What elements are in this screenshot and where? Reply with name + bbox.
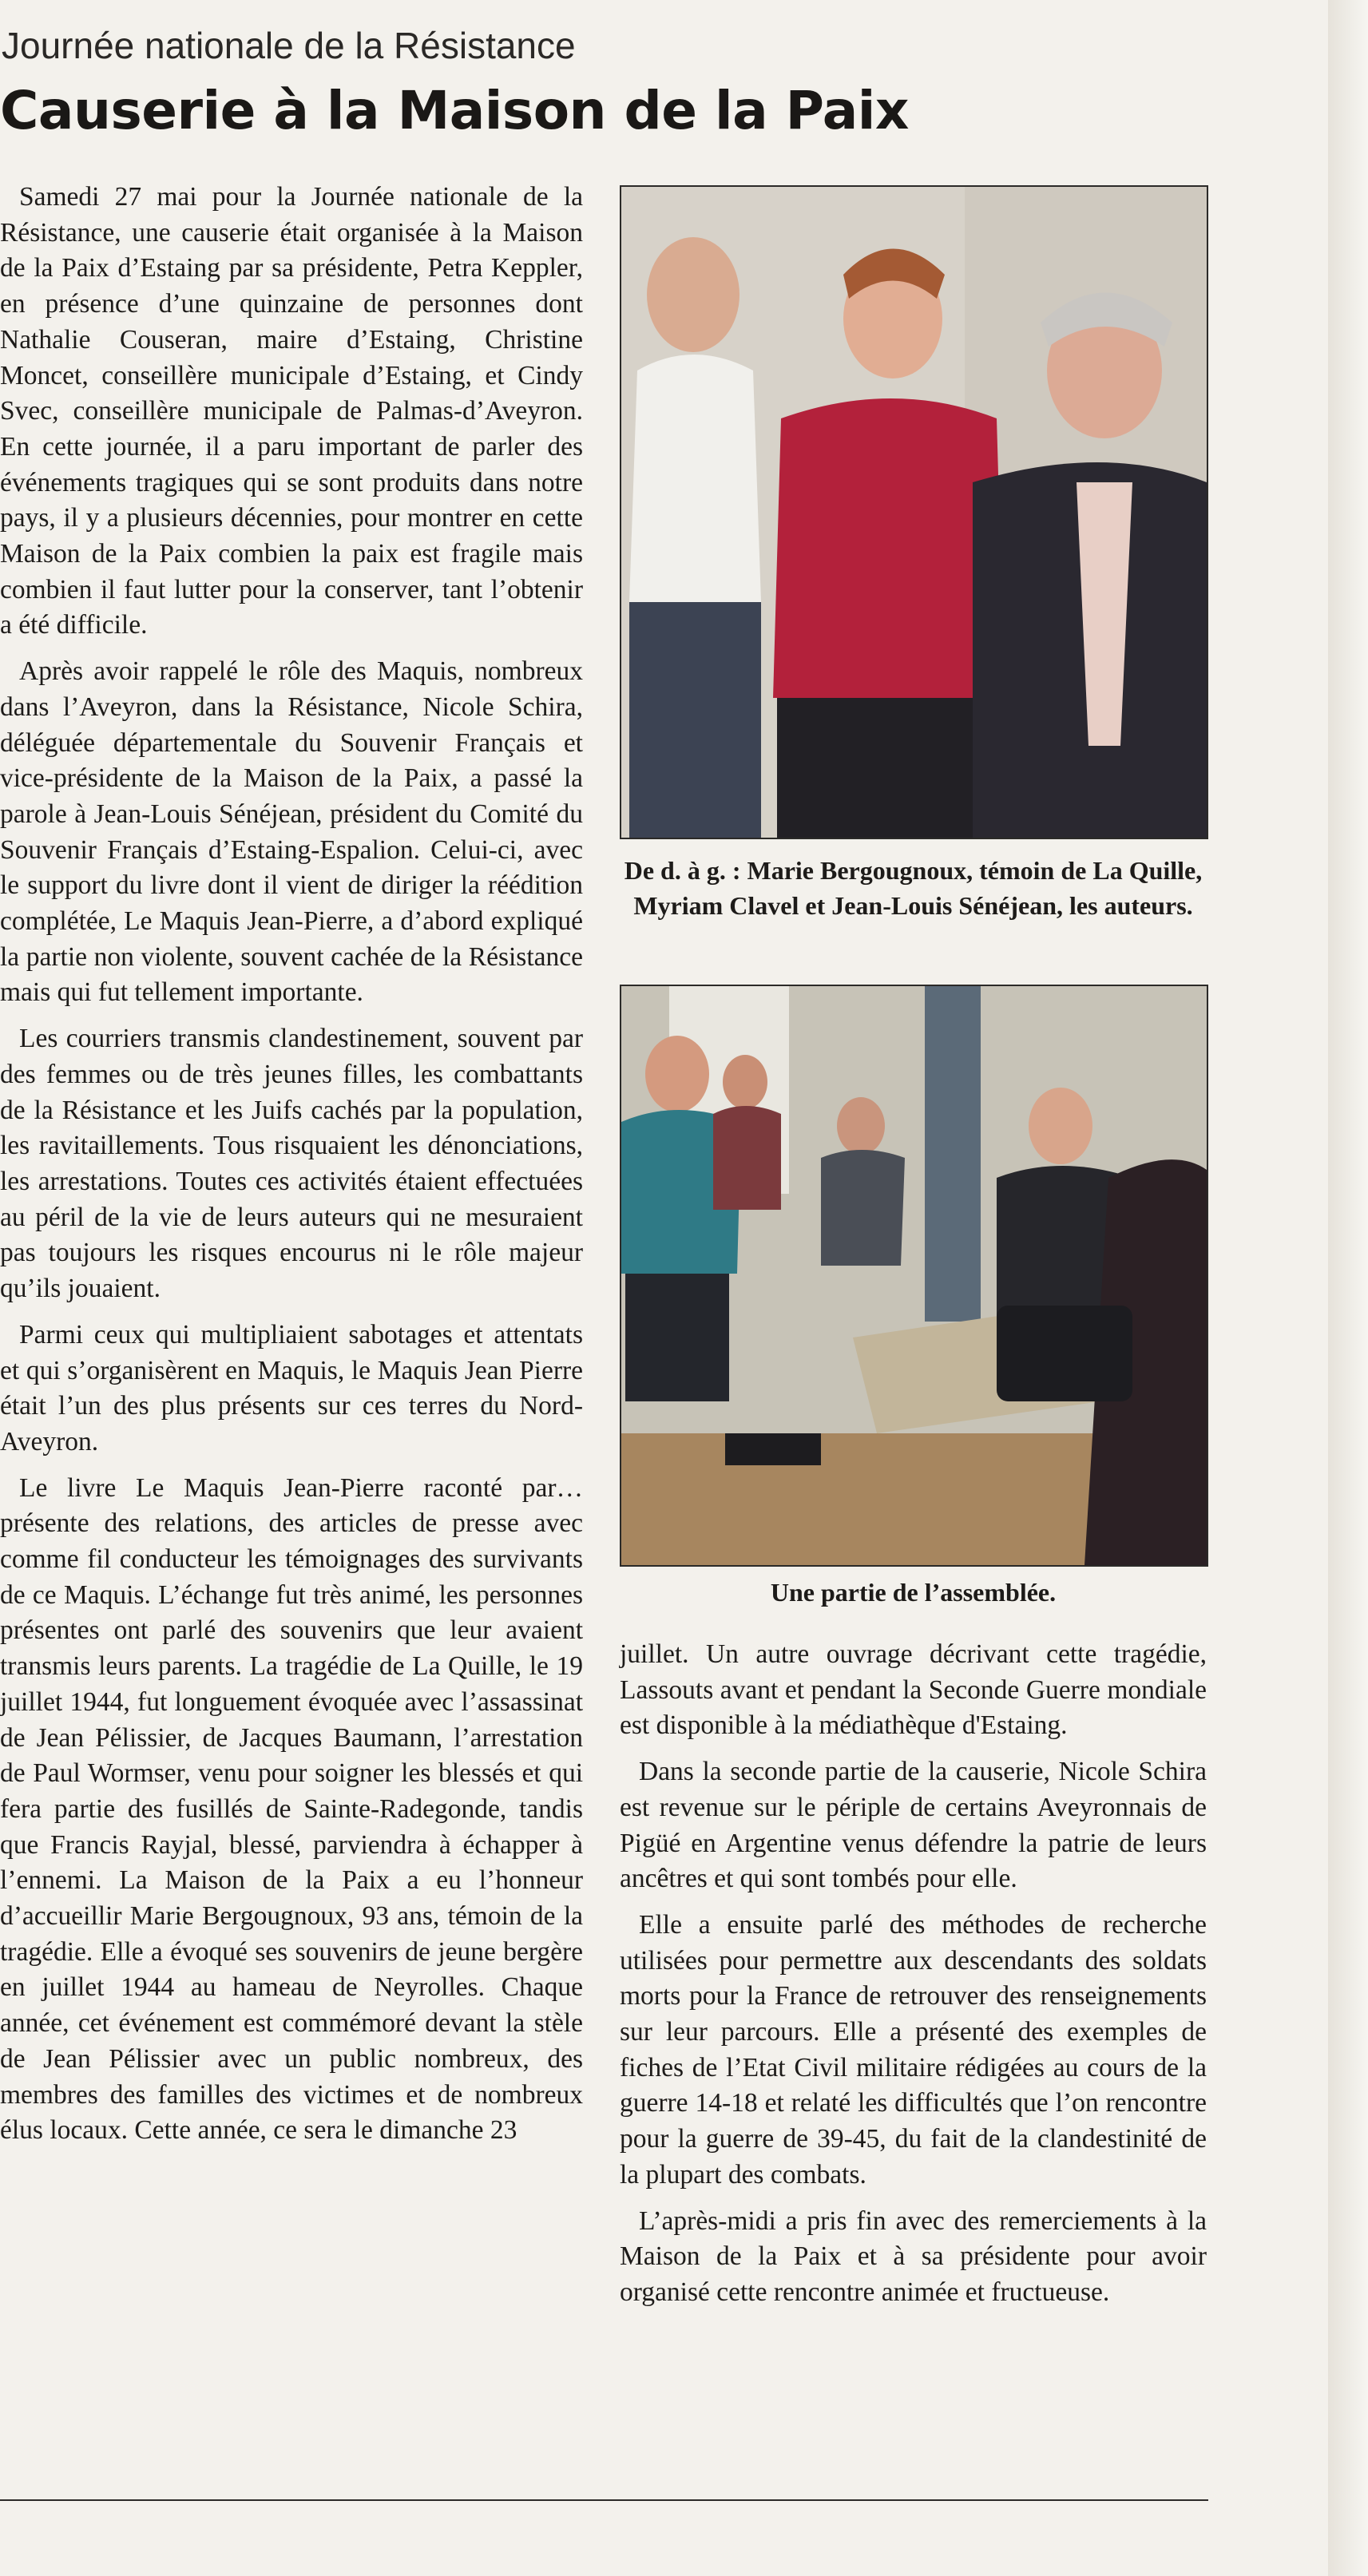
article-kicker: Journée nationale de la Résistance (2, 25, 576, 66)
paragraph: Après avoir rappelé le rôle des Maquis, nombreux dans l’Aveyron, dans la Résistance, Nicole Schira, déléguée départementale du Souvenir Français et vice-présidente de la Maison de la Paix, a passé la parole à Jean-Louis Sénéjean, président du Comité du Souvenir Français d’Estaing-Espalion. Celui-ci, avec le support du livre dont il vient de diriger la réédition complétée, Le Maquis Jean-Pierre, a d’abord expliqué la partie non violente, souvent cachée de la Résistance mais qui fut tellement importante. (0, 656, 583, 1008)
bottom-rule (0, 2499, 1208, 2501)
right-column (620, 1637, 1207, 2321)
photo-three-authors (620, 185, 1208, 839)
paragraph: juillet. Un autre ouvrage décrivant cette tragédie, Lassouts avant et pendant la Seconde Guerre mondiale est disponible à la médiathèque d'Estaing. (620, 1639, 1207, 1741)
photo-2-caption: Une partie de l’assemblée. (770, 1578, 1057, 1607)
paragraph: Elle a ensuite parlé des méthodes de recherche utilisées pour permettre aux descendants des soldats morts pour la France de retrouver des renseignements sur leur parcours. Elle a présenté des exemples de fiches de l’Etat Civil militaire rédigées au cours de la guerre 14-18 et relaté les difficultés que l’on rencontre pour la guerre de 39-45, du fait de la clandestinité de la plupart des combats. (620, 1909, 1207, 2190)
article-headline: Causerie à la Maison de la Paix (0, 80, 909, 141)
paragraph: L’après-midi a pris fin avec des remerciements à la Maison de la Paix et à sa présidente pour avoir organisé cette rencontre animée et fructueuse. (620, 2205, 1207, 2307)
paragraph: Les courriers transmis clandestinement, souvent par des femmes ou de très jeunes filles, les combattants de la Résistance et les Juifs cachés par la population, les ravitaillements. Tous risquaient les dénonciations, les arrestations. Toutes ces activités étaient effectuées au péril de la vie de leurs auteurs qui ne mesuraient pas toujours les risques encourus ni le rôle majeur qu’ils jouaient. (0, 1024, 583, 1304)
photo-assembly (620, 985, 1208, 1567)
left-column (0, 180, 583, 2159)
paragraph: Dans la seconde partie de la causerie, Nicole Schira est revenue sur le périple de certains Aveyronnais de Pigüé en Argentine venus défendre la patrie de leurs ancêtres et qui sont tombés pour elle. (620, 1757, 1207, 1894)
bleed-through-text (1062, 0, 1302, 172)
paragraph: Parmi ceux qui multipliaient sabotages et attentats et qui s’organisèrent en Maquis, le Maquis Jean Pierre était l’un des plus présents sur ces terres du Nord-Aveyron. (0, 1319, 583, 1456)
paragraph: Le livre Le Maquis Jean-Pierre raconté par… présente des relations, des articles de presse avec comme fil conducteur les témoignages des survivants de ce Maquis. L’échange fut très animé, les personnes présentes ont parlé des souvenirs que leur avaient transmis leurs parents. La tragédie de La Quille, le 19 juillet 1944, fut longuement évoquée avec l’assassinat de Jean Pélissier, de Jacques Baumann, l’arrestation de Paul Wormser, venu pour soigner les blessés et qui fera partie des fusillés de Sainte-Radegonde, tandis que Francis Rayjal, blessé, parviendra à échapper à l’ennemi. La Maison de la Paix a eu l’honneur d’accueillir Marie Bergougnoux, 93 ans, témoin de la tragédie. Elle a évoqué ses souvenirs de jeune bergère en juillet 1944 au hameau de Neyrolles. Chaque année, cet événement est commémoré devant la stèle de Jean Pélissier avec un public nombreux, des membres des familles des victimes et de nombreux élus locaux. Cette année, ce sera le dimanche 23 (0, 1472, 583, 2146)
page-edge (1328, 0, 1368, 2576)
paragraph: Samedi 27 mai pour la Journée nationale de la Résistance, une causerie était organisée à la Maison de la Paix d’Estaing par sa présidente, Petra Keppler, en présence d’une quinzaine de personnes dont Nathalie Couseran, maire d’Estaing, Christine Moncet, conseillère municipale d’Estaing, et Cindy Svec, conseillère municipale de Palmas-d’Aveyron. En cette journée, il a paru important de parler des événements tragiques qui se sont produits dans notre pays, il y a plusieurs décennies, pour montrer en cette Maison de la Paix combien la paix est fragile mais combien il faut lutter pour la conserver, tant l’obtenir a été difficile. (0, 182, 583, 640)
photo-1-caption: De d. à g. : Marie Bergougnoux, témoin de La Quille, Myriam Clavel et Jean-Louis Sénéjean, les auteurs. (624, 856, 1203, 920)
